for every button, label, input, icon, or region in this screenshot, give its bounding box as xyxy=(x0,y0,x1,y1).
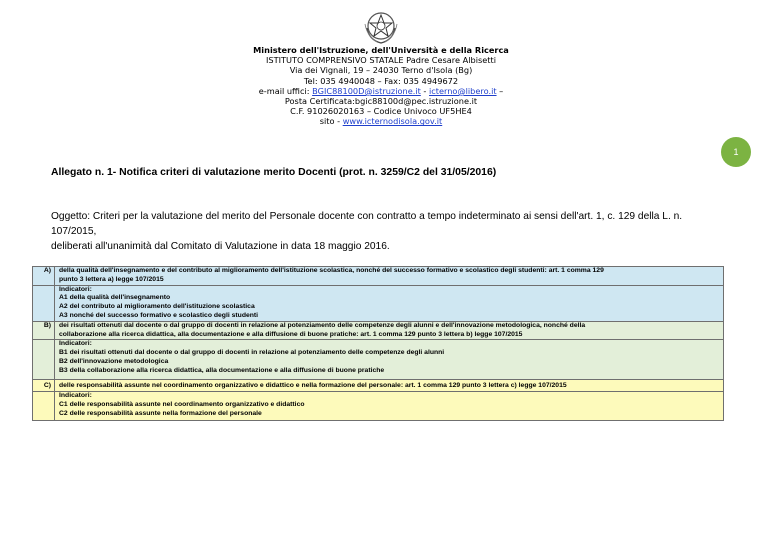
section-a-heading-row xyxy=(33,267,724,286)
school-fiscal-code: C.F. 91026020163 – Codice Univoco UF5HE4 xyxy=(290,106,472,117)
section-a-letter: A) xyxy=(33,267,55,286)
section-a-heading: della qualità dell'insegnamento e del contributo al miglioramento dell'istituzione scolastica, nonché del successo formativo e scolastico degli studenti: art. 1 comma 129 punto 3 lettera a) legge 107/2015 xyxy=(55,267,724,286)
school-phone: Tel: 035 4940048 – Fax: 035 4949672 xyxy=(303,75,459,86)
indicator-a1: A1 della qualità dell'insegnamento xyxy=(59,294,171,302)
section-b-letter: B) xyxy=(33,321,55,340)
email-prefix: e-mail uffici: xyxy=(258,85,313,96)
school-email-line xyxy=(180,86,582,96)
section-c-indicators-row xyxy=(33,392,724,421)
oggetto-line-1: Oggetto: Criteri per la valutazione del merito del Personale docente con contratto a tempo indeterminato ai sensi dell'art. 1, c. 129 della L. n. 107/2015, xyxy=(51,211,683,237)
republic-emblem-icon xyxy=(361,8,401,46)
section-a-indicators-row xyxy=(33,285,724,321)
criteria-table xyxy=(32,266,724,421)
school-letterhead xyxy=(180,45,582,127)
section-c-indicators xyxy=(55,392,724,421)
oggetto-line-2: deliberati all'unanimità dal Comitato di Valutazione in data 18 maggio 2016. xyxy=(51,241,390,252)
email-suffix: – xyxy=(496,85,504,96)
email-link-istruzione[interactable]: BGIC88100D@istruzione.it xyxy=(312,85,421,96)
ministry-name: Ministero dell'Istruzione, dell'Università e della Ricerca xyxy=(253,45,509,55)
indicator-b3: B3 della collaborazione alla ricerca didattica, alla documentazione e alla diffusione di buone pratiche xyxy=(59,366,385,374)
indicator-b2: B2 dell'innovazione metodologica xyxy=(59,357,169,365)
indicator-b1: B1 dei risultati ottenuti dal docente o dal gruppo di docenti in relazione al potenziamento delle competenze degli alunni xyxy=(59,349,445,357)
indicators-label: Indicatori: xyxy=(59,285,92,293)
indicators-label: Indicatori: xyxy=(59,392,92,400)
section-a-indicators xyxy=(55,285,724,321)
site-prefix: sito - xyxy=(319,116,343,127)
indicator-c2: C2 delle responsabilità assunte nella formazione del personale xyxy=(59,409,262,417)
section-b-heading: dei risultati ottenuti dal docente o dal gruppo di docenti in relazione al potenziamento delle competenze degli alunni e dell'innovazione metodologica, nonché della collaborazione alla ricerca didattica, alla documentazione e alla diffusione di buone pratiche: art. 1 comma 129 punto 3 lettera b) legge 107/2015 xyxy=(55,321,724,340)
school-website-line xyxy=(180,116,582,126)
indicators-label: Indicatori: xyxy=(59,340,92,348)
school-name: ISTITUTO COMPRENSIVO STATALE Padre Cesare Albisetti xyxy=(266,55,496,66)
section-b-heading-row xyxy=(33,321,724,340)
section-c-heading-row xyxy=(33,380,724,392)
indicator-c1: C1 delle responsabilità assunte nel coordinamento organizzativo e didattico xyxy=(59,400,305,408)
section-c-heading: delle responsabilità assunte nel coordinamento organizzativo e didattico e nella formazione del personale: art. 1 comma 129 punto 3 lettera c) legge 107/2015 xyxy=(55,380,724,392)
school-address: Via dei Vignali, 19 – 24030 Terno d'Isola (Bg) xyxy=(289,65,473,76)
email-link-libero[interactable]: icterno@libero.it xyxy=(429,85,497,96)
page-number-badge: 1 xyxy=(721,137,751,167)
oggetto-paragraph xyxy=(51,209,691,254)
indicator-a2: A2 del contributo al miglioramento dell'istituzione scolastica xyxy=(59,303,255,311)
indicator-a3: A3 nonché del successo formativo e scolastico degli studenti xyxy=(59,311,259,319)
website-link[interactable]: www.icternodisola.gov.it xyxy=(342,116,443,127)
school-pec: Posta Certificata:bgic88100d@pec.istruzione.it xyxy=(284,96,478,107)
section-b-indicators-row xyxy=(33,340,724,380)
section-c-letter: C) xyxy=(33,380,55,392)
email-separator: - xyxy=(420,85,429,96)
allegato-title: Allegato n. 1- Notifica criteri di valutazione merito Docenti (prot. n. 3259/C2 del 31/05/2016) xyxy=(51,167,497,178)
section-b-indicators xyxy=(55,340,724,380)
